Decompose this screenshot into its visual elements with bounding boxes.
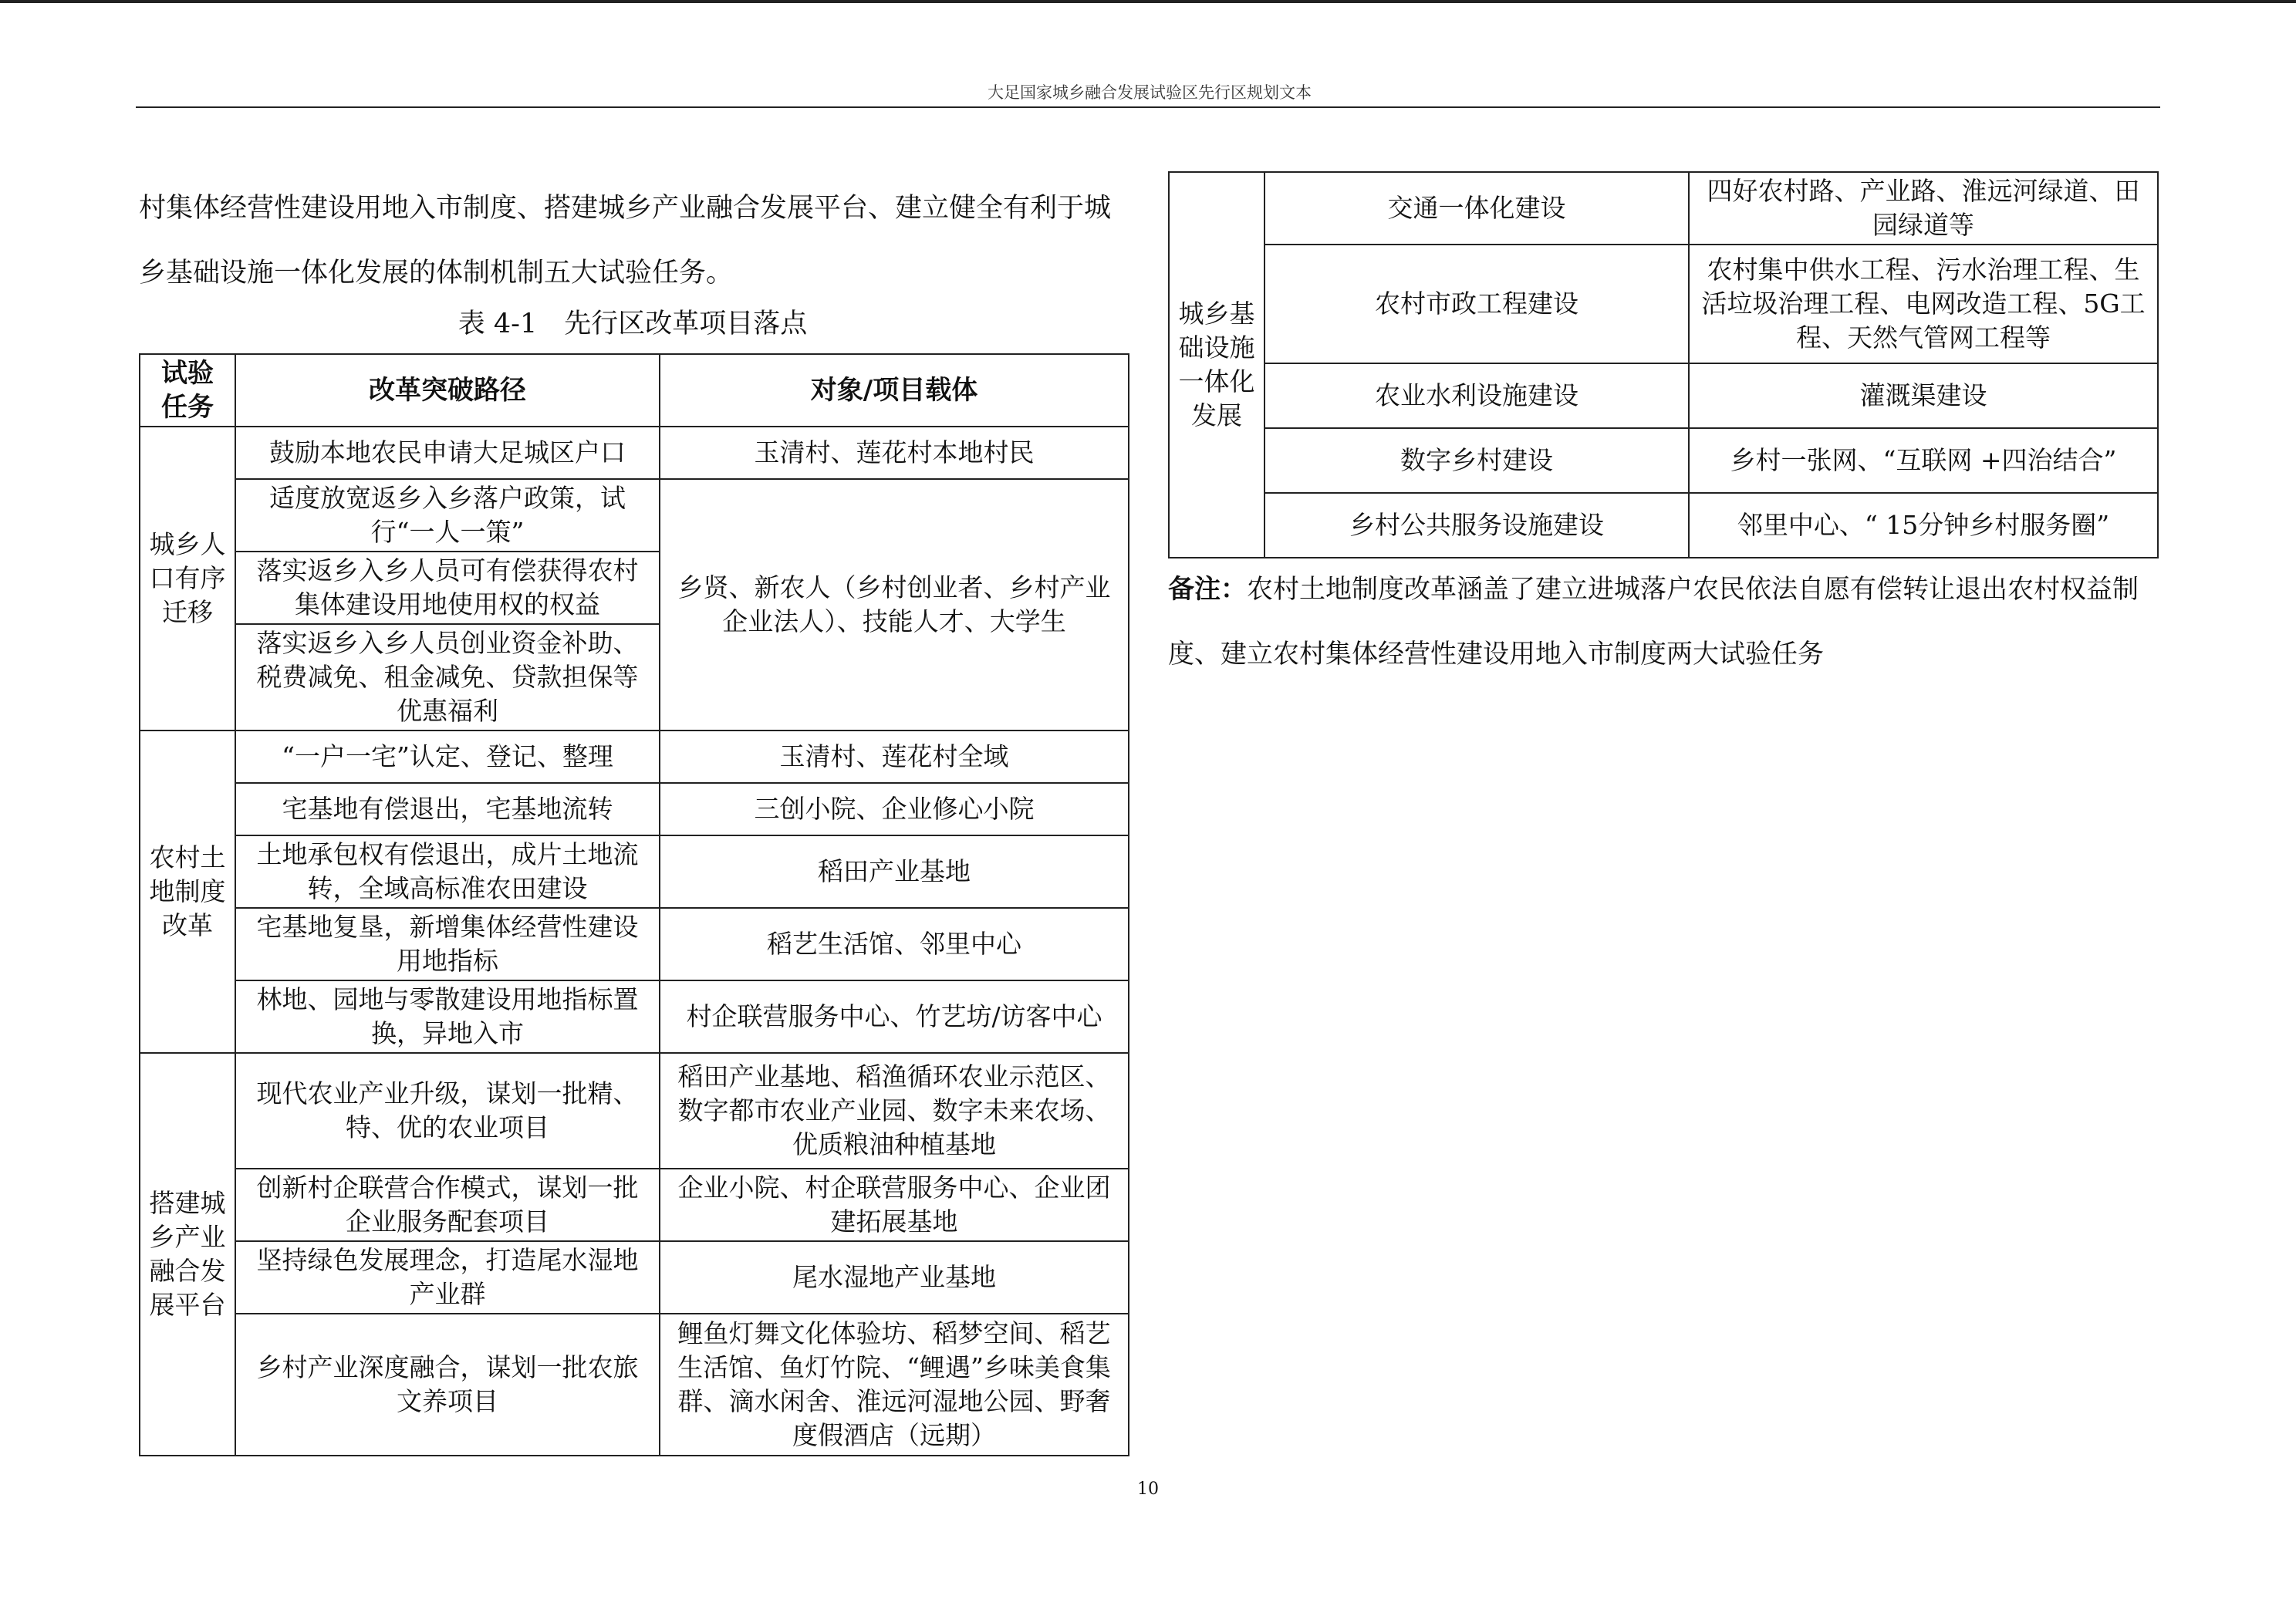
path-cell: 林地、园地与零散建设用地指标置换，异地入市: [235, 980, 660, 1053]
table-row: [140, 1314, 1129, 1456]
table-row: [1169, 363, 2158, 428]
header-task: 试验任务: [140, 354, 235, 427]
target-cell: 尾水湿地产业基地: [660, 1241, 1129, 1314]
path-cell: 创新村企联营合作模式，谋划一批企业服务配套项目: [235, 1169, 660, 1241]
table-row: [140, 1169, 1129, 1241]
target-cell: 三创小院、企业修心小院: [660, 783, 1129, 835]
table-row: [140, 731, 1129, 783]
target-cell: 稻田产业基地、稻渔循环农业示范区、数字都市农业产业园、数字未来农场、优质粮油种植基地: [660, 1053, 1129, 1169]
path-cell: “一户一宅”认定、登记、整理: [235, 731, 660, 783]
header-target: 对象/项目载体: [660, 354, 1129, 427]
table-row: [140, 1241, 1129, 1314]
intro-paragraph: 村集体经营性建设用地入市制度、搭建城乡产业融合发展平台、建立健全有利于城乡基础设施一体化发展的体制机制五大试验任务。: [139, 193, 1112, 288]
path-cell: 适度放宽返乡入乡落户政策，试行“一人一策”: [235, 479, 660, 552]
category-cell: 城乡基础设施一体化发展: [1169, 172, 1264, 558]
table-row: [140, 479, 1129, 552]
category-cell: 农村土地制度改革: [140, 731, 235, 1053]
path-cell: 农村市政工程建设: [1264, 245, 1689, 363]
target-cell: 企业小院、村企联营服务中心、企业团建拓展基地: [660, 1169, 1129, 1241]
target-cell: 鲤鱼灯舞文化体验坊、稻梦空间、稻艺生活馆、鱼灯竹院、“鲤遇”乡味美食集群、滴水闲舍、淮远河湿地公园、野奢度假酒店（远期）: [660, 1314, 1129, 1456]
note-text: 农村土地制度改革涵盖了建立进城落户农民依法自愿有偿转让退出农村权益制度、建立农村集体经营性建设用地入市制度两大试验任务: [1168, 574, 2139, 670]
header-path: 改革突破路径: [235, 354, 660, 427]
target-cell: 村企联营服务中心、竹艺坊/访客中心: [660, 980, 1129, 1053]
table-row: [1169, 428, 2158, 493]
table-note: [1168, 557, 2163, 687]
path-cell: 乡村产业深度融合，谋划一批农旅文养项目: [235, 1314, 660, 1456]
page-top-border: [0, 0, 2296, 3]
header-rule: [136, 106, 2160, 108]
infrastructure-table: [1168, 171, 2159, 558]
category-cell: 搭建城乡产业融合发展平台: [140, 1053, 235, 1456]
target-cell: 稻艺生活馆、邻里中心: [660, 908, 1129, 980]
path-cell: 坚持绿色发展理念，打造尾水湿地产业群: [235, 1241, 660, 1314]
target-cell: 乡村一张网、“互联网 +四治结合”: [1689, 428, 2158, 493]
path-cell: 现代农业产业升级，谋划一批精、特、优的农业项目: [235, 1053, 660, 1169]
target-cell: 四好农村路、产业路、淮远河绿道、田园绿道等: [1689, 172, 2158, 245]
path-cell: 土地承包权有偿退出，成片土地流转，全域高标准农田建设: [235, 835, 660, 908]
path-cell: 农业水利设施建设: [1264, 363, 1689, 428]
path-cell: 数字乡村建设: [1264, 428, 1689, 493]
table-row: [140, 1053, 1129, 1169]
table-row: [140, 427, 1129, 479]
page-number: 10: [1137, 1480, 1159, 1499]
path-cell: 鼓励本地农民申请大足城区户口: [235, 427, 660, 479]
running-header: 大足国家城乡融合发展试验区先行区规划文本: [988, 83, 1312, 102]
category-cell: 城乡人口有序迁移: [140, 427, 235, 731]
table-row: [1169, 172, 2158, 245]
table-row: [140, 908, 1129, 980]
target-cell: 灌溉渠建设: [1689, 363, 2158, 428]
table-row: [140, 783, 1129, 835]
note-label: 备注：: [1168, 574, 1247, 605]
table-row: [140, 835, 1129, 908]
path-cell: 宅基地有偿退出，宅基地流转: [235, 783, 660, 835]
path-cell: 宅基地复垦，新增集体经营性建设用地指标: [235, 908, 660, 980]
reform-projects-table: [139, 353, 1129, 1456]
target-cell: 玉清村、莲花村本地村民: [660, 427, 1129, 479]
path-cell: 落实返乡入乡人员可有偿获得农村集体建设用地使用权的权益: [235, 552, 660, 624]
table-row: [1169, 493, 2158, 558]
target-cell: 稻田产业基地: [660, 835, 1129, 908]
target-cell: 乡贤、新农人（乡村创业者、乡村产业企业法人）、技能人才、大学生: [660, 479, 1129, 731]
path-cell: 交通一体化建设: [1264, 172, 1689, 245]
path-cell: 乡村公共服务设施建设: [1264, 493, 1689, 558]
table-row: [140, 980, 1129, 1053]
table-header-row: [140, 354, 1129, 427]
table-row: [1169, 245, 2158, 363]
table-caption: 表 4-1 先行区改革项目落点: [458, 309, 808, 339]
target-cell: 玉清村、莲花村全域: [660, 731, 1129, 783]
target-cell: 农村集中供水工程、污水治理工程、生活垃圾治理工程、电网改造工程、5G工程、天然气管网工程等: [1689, 245, 2158, 363]
path-cell: 落实返乡入乡人员创业资金补助、税费减免、租金减免、贷款担保等优惠福利: [235, 624, 660, 731]
target-cell: 邻里中心、“ 15分钟乡村服务圈”: [1689, 493, 2158, 558]
